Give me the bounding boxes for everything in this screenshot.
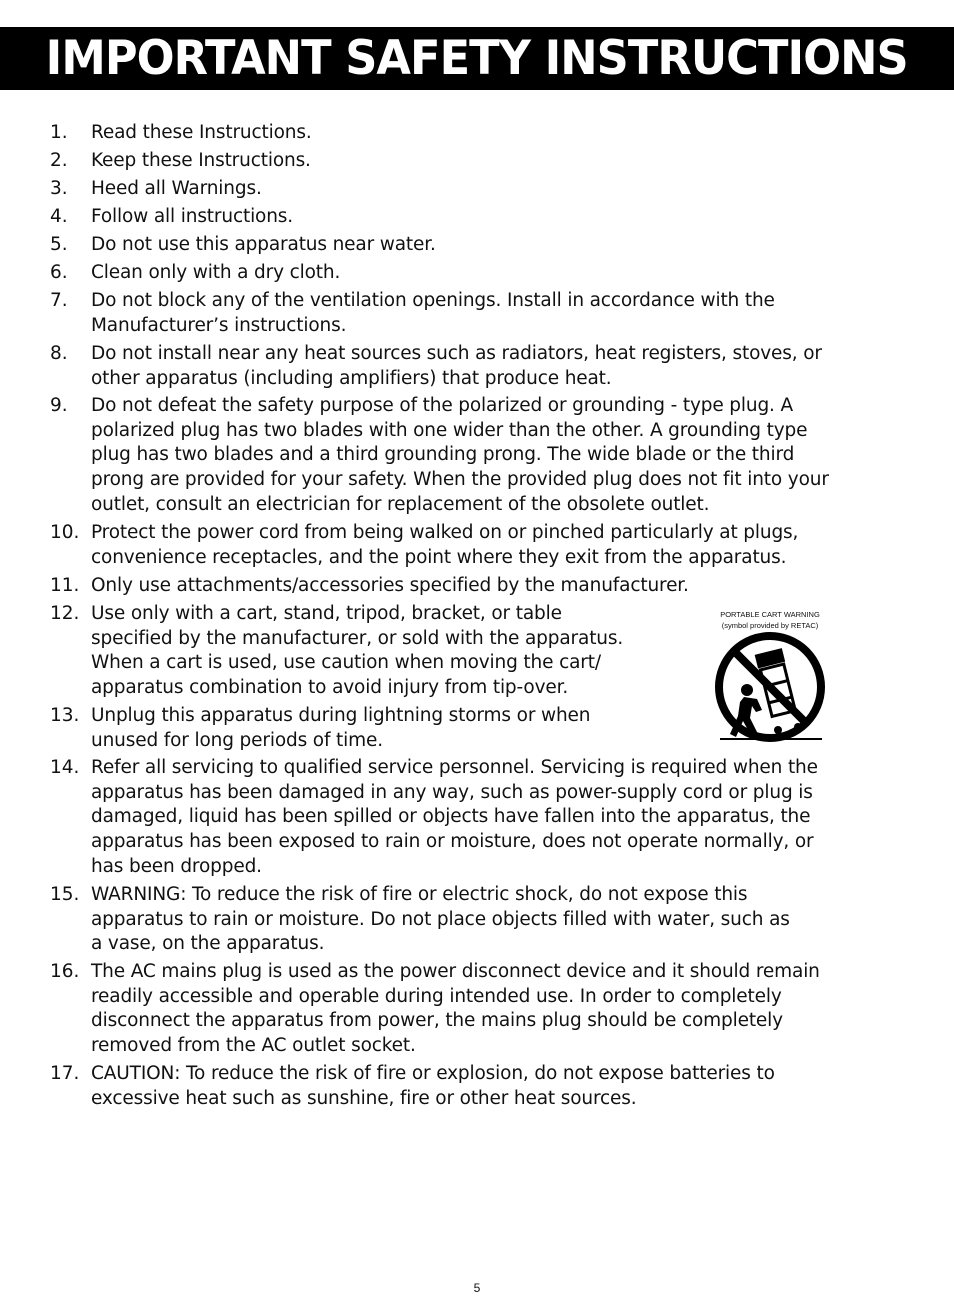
list-item-line: Do not install near any heat sources such as radiators, heat registers, stoves, or — [91, 343, 822, 364]
list-item-line: apparatus has been damaged in any way, such as power-supply cord or plug is — [91, 781, 813, 803]
list-item-line: Use only with a cart, stand, tripod, bracket, or table — [91, 603, 562, 624]
page-number: 5 — [473, 1281, 481, 1295]
page-title: IMPORTANT SAFETY INSTRUCTIONS — [45, 31, 909, 86]
list-item-number: 1. — [50, 122, 68, 143]
list-item-line: Keep these Instructions. — [91, 150, 311, 171]
list-item-number: 9. — [50, 395, 68, 416]
list-item-line: Heed all Warnings. — [91, 178, 262, 199]
list-item-number: 11. — [50, 575, 80, 596]
list-item-line: excessive heat such as sunshine, fire or other heat sources. — [91, 1087, 637, 1109]
list-item-number: 6. — [50, 262, 68, 283]
no-cart-tip-over-icon — [700, 606, 840, 746]
list-item-number: 15. — [50, 884, 80, 905]
list-item-line: WARNING: To reduce the risk of fire or electric shock, do not expose this — [91, 884, 748, 905]
list-item-text — [91, 261, 340, 286]
list-item-line: The AC mains plug is used as the power disconnect device and it should remain — [91, 961, 820, 982]
list-item-line: other apparatus (including amplifiers) that produce heat. — [91, 367, 612, 389]
list-item-line: Do not block any of the ventilation openings. Install in accordance with the — [91, 290, 775, 311]
list-item-text — [91, 121, 312, 146]
list-item-line: Clean only with a dry cloth. — [91, 262, 341, 283]
list-item-number: 5. — [50, 234, 68, 255]
list-item-text — [91, 1062, 775, 1111]
list-item-number: 4. — [50, 206, 68, 227]
list-item-number: 3. — [50, 178, 68, 199]
list-item-text — [91, 342, 822, 391]
list-item-number: 12. — [50, 603, 80, 624]
list-item-line: CAUTION: To reduce the risk of fire or explosion, do not expose batteries to — [91, 1063, 775, 1084]
list-item-line: plug has two blades and a third grounding prong. The wide blade or the third — [91, 444, 795, 466]
list-item-line: Refer all servicing to qualified service personnel. Servicing is required when the — [91, 757, 818, 778]
list-item-text — [91, 177, 262, 202]
list-item-text — [91, 233, 436, 258]
list-item-number: 10. — [50, 522, 80, 543]
list-item-number: 14. — [50, 757, 80, 778]
list-item-text — [91, 394, 829, 518]
list-item-line: apparatus to rain or moisture. Do not place objects filled with water, such as — [91, 908, 790, 930]
list-item-text — [91, 602, 623, 701]
list-item-line: Do not defeat the safety purpose of the polarized or grounding - type plug. A — [91, 395, 794, 416]
list-item-line: readily accessible and operable during intended use. In order to completely — [91, 985, 782, 1007]
list-item-line: Read these Instructions. — [91, 122, 312, 143]
list-item-number: 2. — [50, 150, 68, 171]
list-item-line: Manufacturer’s instructions. — [91, 314, 347, 336]
list-item-line: apparatus combination to avoid injury from tip-over. — [91, 677, 569, 699]
list-item-line: has been dropped. — [91, 855, 262, 877]
cart-warning-subtitle: (symbol provided by RETAC) — [721, 621, 819, 630]
list-item-number: 8. — [50, 343, 68, 364]
list-item-number: 16. — [50, 961, 80, 982]
list-item-text — [91, 149, 311, 174]
list-item-text — [91, 521, 798, 570]
list-item-line: Do not use this apparatus near water. — [91, 234, 436, 255]
list-item-text — [91, 574, 689, 599]
list-item-text — [91, 960, 820, 1059]
list-item-line: apparatus has been exposed to rain or moisture, does not operate normally, or — [91, 831, 814, 853]
list-item-text — [91, 704, 590, 753]
list-item-line: Follow all instructions. — [91, 206, 294, 227]
list-item-number: 13. — [50, 705, 80, 726]
title-banner — [0, 27, 954, 90]
list-item-number: 17. — [50, 1063, 80, 1084]
list-item-line: When a cart is used, use caution when moving the cart/ — [91, 652, 601, 674]
list-item-line: disconnect the apparatus from power, the mains plug should be completely — [91, 1010, 783, 1032]
list-item-line: unused for long periods of time. — [91, 729, 383, 751]
list-item-line: polarized plug has two blades with one wider than the other. A grounding type — [91, 419, 808, 441]
list-item-line: convenience receptacles, and the point where they exit from the apparatus. — [91, 546, 787, 568]
list-item-line: Only use attachments/accessories specified by the manufacturer. — [91, 575, 689, 596]
list-item-line: a vase, on the apparatus. — [91, 933, 325, 955]
list-item-text — [91, 883, 790, 957]
list-item-text — [91, 205, 293, 230]
list-item-line: prong are provided for your safety. When the provided plug does not fit into your — [91, 469, 829, 491]
list-item-line: damaged, liquid has been spilled or objects have fallen into the apparatus, the — [91, 806, 811, 828]
portable-cart-warning — [700, 606, 840, 746]
list-item-text — [91, 756, 818, 880]
list-item-line: Protect the power cord from being walked on or pinched particularly at plugs, — [91, 522, 799, 543]
list-item-text — [91, 289, 775, 338]
list-item-line: removed from the AC outlet socket. — [91, 1035, 416, 1057]
cart-warning-title: PORTABLE CART WARNING — [720, 610, 820, 619]
list-item-line: Unplug this apparatus during lightning storms or when — [91, 705, 591, 726]
list-item-line: specified by the manufacturer, or sold with the apparatus. — [91, 627, 624, 649]
list-item-line: outlet, consult an electrician for replacement of the obsolete outlet. — [91, 493, 710, 515]
list-item-number: 7. — [50, 290, 68, 311]
